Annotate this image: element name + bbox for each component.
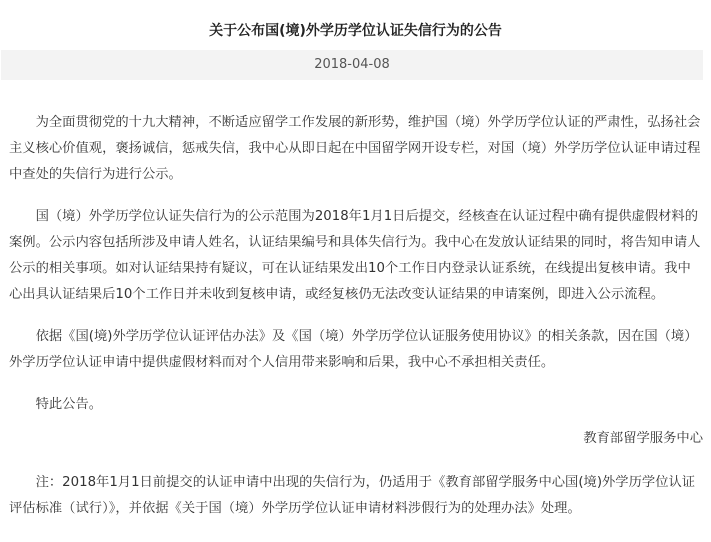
paragraph-1: 为全面贯彻党的十九大精神，不断适应留学工作发展的新形势，维护国（境）外学历学位认证的严肃性，弘扬社会主义核心价值观，褒扬诚信，惩戒失信，我中心从即日起在中国留学网开设专栏，对国（境）外学历学位认证申请过程中查处的失信行为进行公示。	[9, 115, 701, 182]
publish-date: 2018-04-08	[1, 50, 703, 80]
article-body	[9, 110, 703, 522]
signature: 教育部留学服务中心	[583, 431, 703, 446]
paragraph-3: 依据《国(境)外学历学位认证评估办法》及《国（境）外学历学位认证服务使用协议》的相关条款，因在国（境）外学历学位认证申请中提供虚假材料而对个人信用带来影响和后果，我中心不承担相关责任。	[9, 329, 698, 370]
paragraph-2: 国（境）外学历学位认证失信行为的公示范围为2018年1月1日后提交，经核查在认证过程中确有提供虚假材料的案例。公示内容包括所涉及申请人姓名，认证结果编号和具体失信行为。我中心在发放认证结果的同时，将告知申请人公示的相关事项。如对认证结果持有疑议，可在认证结果发出10个工作日内登录认证系统，在线提出复核申请。我中心出具认证结果后10个工作日并未收到复核申请，或经复核仍无法改变认证结果的申请案例，即进入公示流程。	[9, 209, 701, 302]
paragraph-closing: 特此公告。	[35, 397, 103, 412]
note-paragraph: 注：2018年1月1日前提交的认证申请中出现的失信行为，仍适用于《教育部留学服务中心国(境)外学历学位认证评估标准（试行）》，并依据《关于国（境）外学历学位认证申请材料涉假行为的处理办法》处理。	[9, 475, 696, 516]
page-title: 关于公布国(境)外学历学位认证失信行为的公告	[209, 23, 502, 39]
